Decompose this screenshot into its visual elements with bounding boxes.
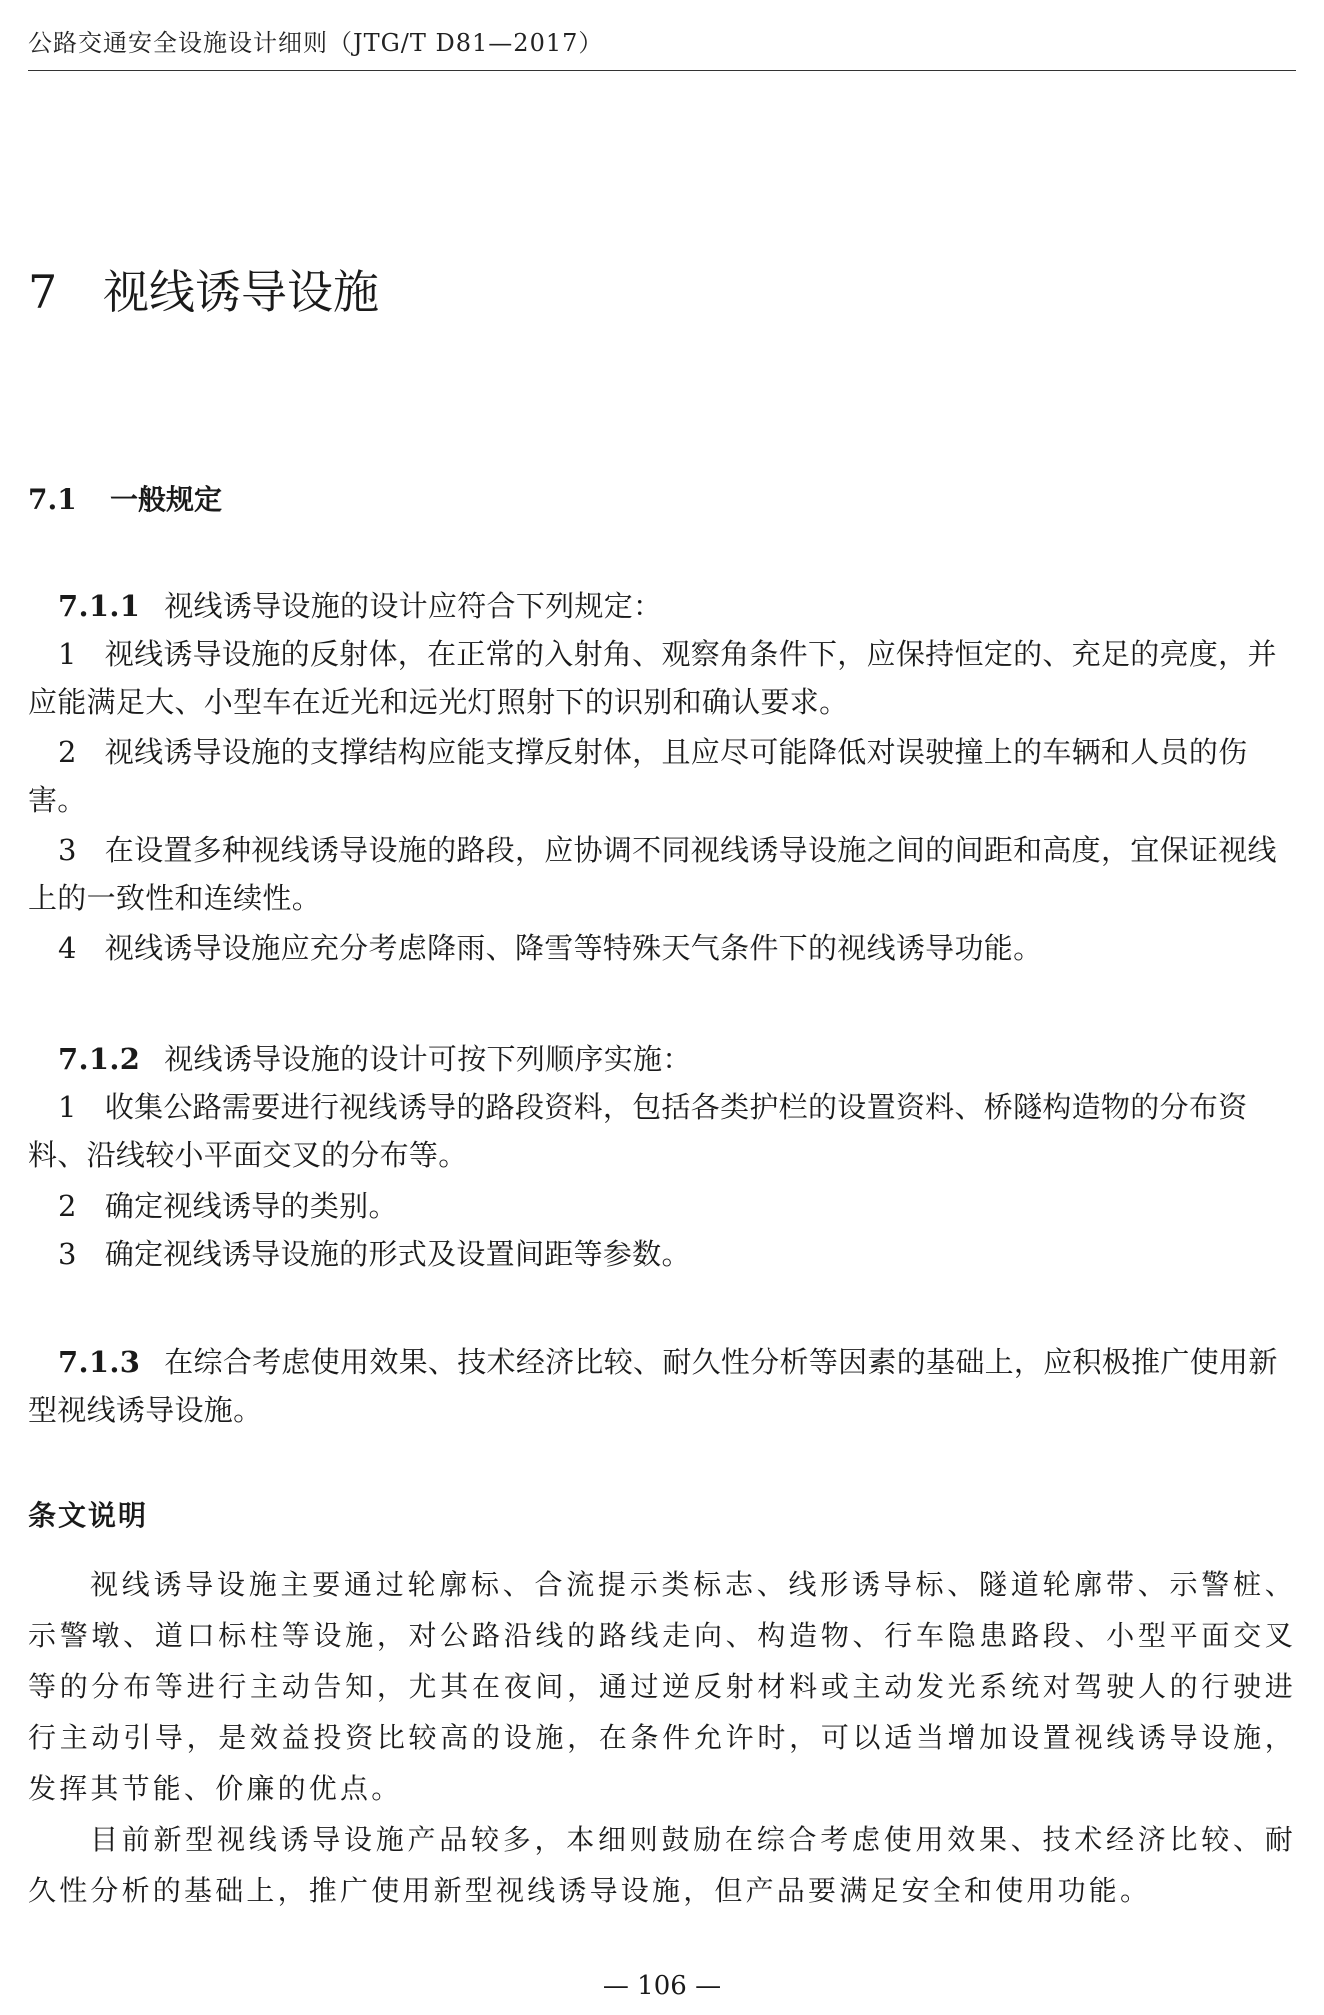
item-number: 1 bbox=[58, 637, 77, 671]
chapter-title bbox=[28, 262, 379, 322]
running-header: 公路交通安全设施设计细则（JTG/T D81—2017） bbox=[28, 29, 604, 57]
clause-item bbox=[28, 1230, 1296, 1278]
commentary-paragraph: 视线诱导设施主要通过轮廓标、合流提示类标志、线形诱导标、隧道轮廓带、示警桩、示警墩、道口标柱等设施，对公路沿线的路线走向、构造物、行车隐患路段、小型平面交叉等的分布等进行主动告知，尤其在夜间，通过逆反射材料或主动发光系统对驾驶人的行驶进行主动引导，是效益投资比较高的设施，在条件允许时，可以适当增加设置视线诱导设施，发挥其节能、价廉的优点。 bbox=[28, 1568, 1296, 1805]
commentary-heading: 条文说明 bbox=[28, 1499, 149, 1532]
section-title bbox=[28, 480, 222, 520]
item-text: 收集公路需要进行视线诱导的路段资料，包括各类护栏的设置资料、桥隧构造物的分布资料、沿线较小平面交叉的分布等。 bbox=[28, 1090, 1248, 1172]
clause-text: 视线诱导设施的设计可按下列顺序实施： bbox=[164, 1042, 692, 1076]
clause-text: 在综合考虑使用效果、技术经济比较、耐久性分析等因素的基础上，应积极推广使用新型视线诱导设施。 bbox=[28, 1345, 1278, 1427]
clause-number: 7.1.3 bbox=[58, 1345, 141, 1379]
item-text: 视线诱导设施的反射体，在正常的入射角、观察角条件下，应保持恒定的、充足的亮度，并应能满足大、小型车在近光和远光灯照射下的识别和确认要求。 bbox=[28, 637, 1277, 719]
item-number: 1 bbox=[58, 1090, 77, 1124]
clause-item bbox=[28, 1182, 1296, 1230]
item-text: 在设置多种视线诱导设施的路段，应协调不同视线诱导设施之间的间距和高度，宜保证视线上的一致性和连续性。 bbox=[28, 833, 1277, 915]
clause-item bbox=[28, 1083, 1296, 1179]
item-number: 3 bbox=[58, 833, 77, 867]
clause-7-1-2 bbox=[28, 1035, 1296, 1083]
item-text: 确定视线诱导设施的形式及设置间距等参数。 bbox=[104, 1237, 691, 1271]
clause-text: 视线诱导设施的设计应符合下列规定： bbox=[164, 589, 663, 623]
chapter-title-text: 视线诱导设施 bbox=[103, 265, 379, 319]
header-rule bbox=[28, 70, 1296, 71]
page-number: — 106 — bbox=[602, 1971, 722, 2001]
section-number: 7.1 bbox=[28, 483, 77, 516]
commentary-paragraph: 目前新型视线诱导设施产品较多，本细则鼓励在综合考虑使用效果、技术经济比较、耐久性分析的基础上，推广使用新型视线诱导设施，但产品要满足安全和使用功能。 bbox=[28, 1823, 1296, 1907]
item-text: 确定视线诱导的类别。 bbox=[104, 1189, 398, 1223]
item-number: 2 bbox=[58, 735, 77, 769]
clause-7-1-3 bbox=[28, 1338, 1296, 1434]
clause-number: 7.1.1 bbox=[58, 589, 141, 623]
clause-item bbox=[28, 826, 1296, 922]
clause-item bbox=[28, 728, 1296, 824]
clause-item bbox=[28, 630, 1296, 726]
chapter-number: 7 bbox=[28, 265, 58, 319]
clause-item bbox=[28, 924, 1296, 972]
item-text: 视线诱导设施的支撑结构应能支撑反射体，且应尽可能降低对误驶撞上的车辆和人员的伤害。 bbox=[28, 735, 1248, 817]
item-number: 3 bbox=[58, 1237, 77, 1271]
clause-7-1-1 bbox=[28, 582, 1296, 630]
item-number: 2 bbox=[58, 1189, 77, 1223]
item-number: 4 bbox=[58, 931, 77, 965]
section-title-text: 一般规定 bbox=[110, 483, 223, 516]
clause-number: 7.1.2 bbox=[58, 1042, 141, 1076]
item-text: 视线诱导设施应充分考虑降雨、降雪等特殊天气条件下的视线诱导功能。 bbox=[104, 931, 1043, 965]
